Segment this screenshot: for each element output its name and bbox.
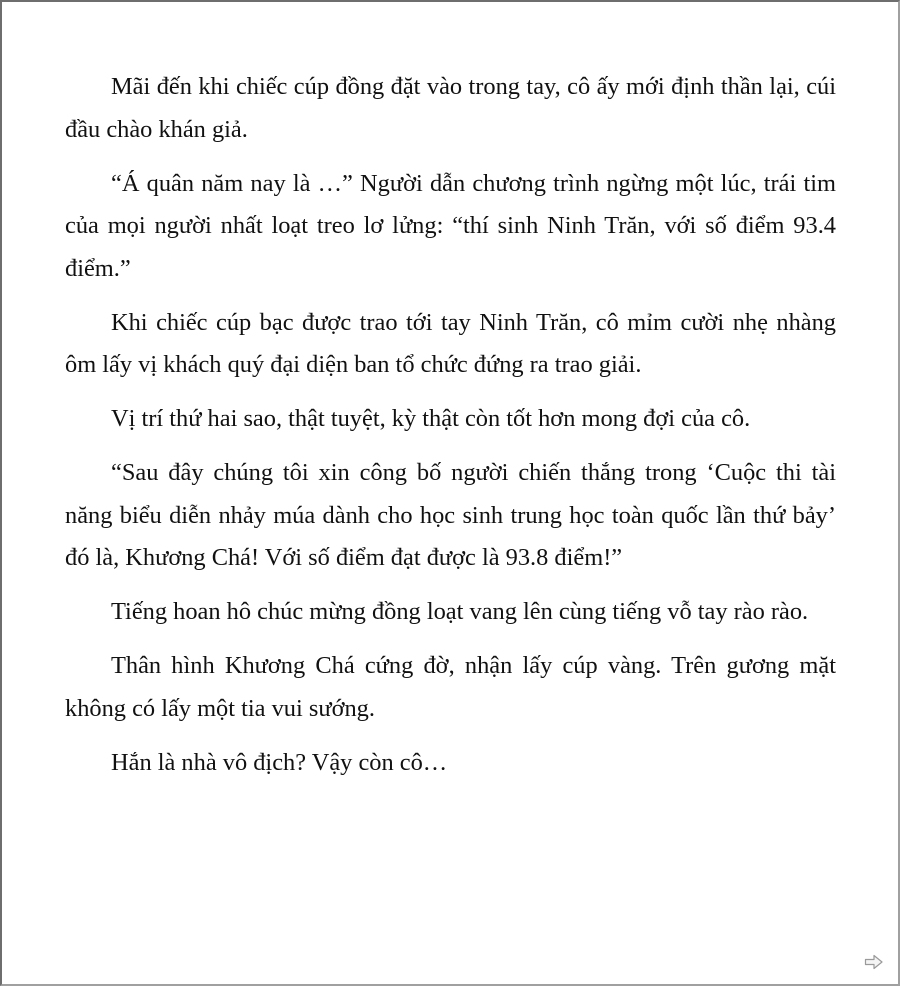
right-arrow-icon [864, 953, 884, 971]
paragraph: Hắn là nhà vô địch? Vậy còn cô… [111, 748, 448, 776]
paragraph: “Sau đây chúng tôi xin công bố người chiến thắng trong ‘Cuộc thi tài năng biểu diễn nhảy múa dành cho học sinh trung học toàn quốc lần thứ bảy’ đó là, Khương Chá! Với số điểm đạt được là 93.8 điểm!” [65, 459, 836, 571]
paragraph: “Á quân năm nay là …” Người dẫn chương trình ngừng một lúc, trái tim của mọi người nhất loạt treo lơ lửng: “thí sinh Ninh Trăn, với số điểm 93.4 điểm.” [65, 169, 836, 282]
next-page-button[interactable] [864, 953, 884, 971]
paragraph: Mãi đến khi chiếc cúp đồng đặt vào trong tay, cô ấy mới định thần lại, cúi đầu chào khán giả. [65, 73, 836, 143]
paragraph: Thân hình Khương Chá cứng đờ, nhận lấy cúp vàng. Trên gương mặt không có lấy một tia vui sướng. [65, 652, 836, 722]
paragraph: Khi chiếc cúp bạc được trao tới tay Ninh Trăn, cô mỉm cười nhẹ nhàng ôm lấy vị khách quý đại diện ban tổ chức đứng ra trao giải. [65, 308, 836, 378]
page-text [65, 66, 836, 796]
paragraph: Tiếng hoan hô chúc mừng đồng loạt vang lên cùng tiếng vỗ tay rào rào. [111, 598, 809, 625]
paragraph: Vị trí thứ hai sao, thật tuyệt, kỳ thật còn tốt hơn mong đợi của cô. [111, 405, 751, 432]
